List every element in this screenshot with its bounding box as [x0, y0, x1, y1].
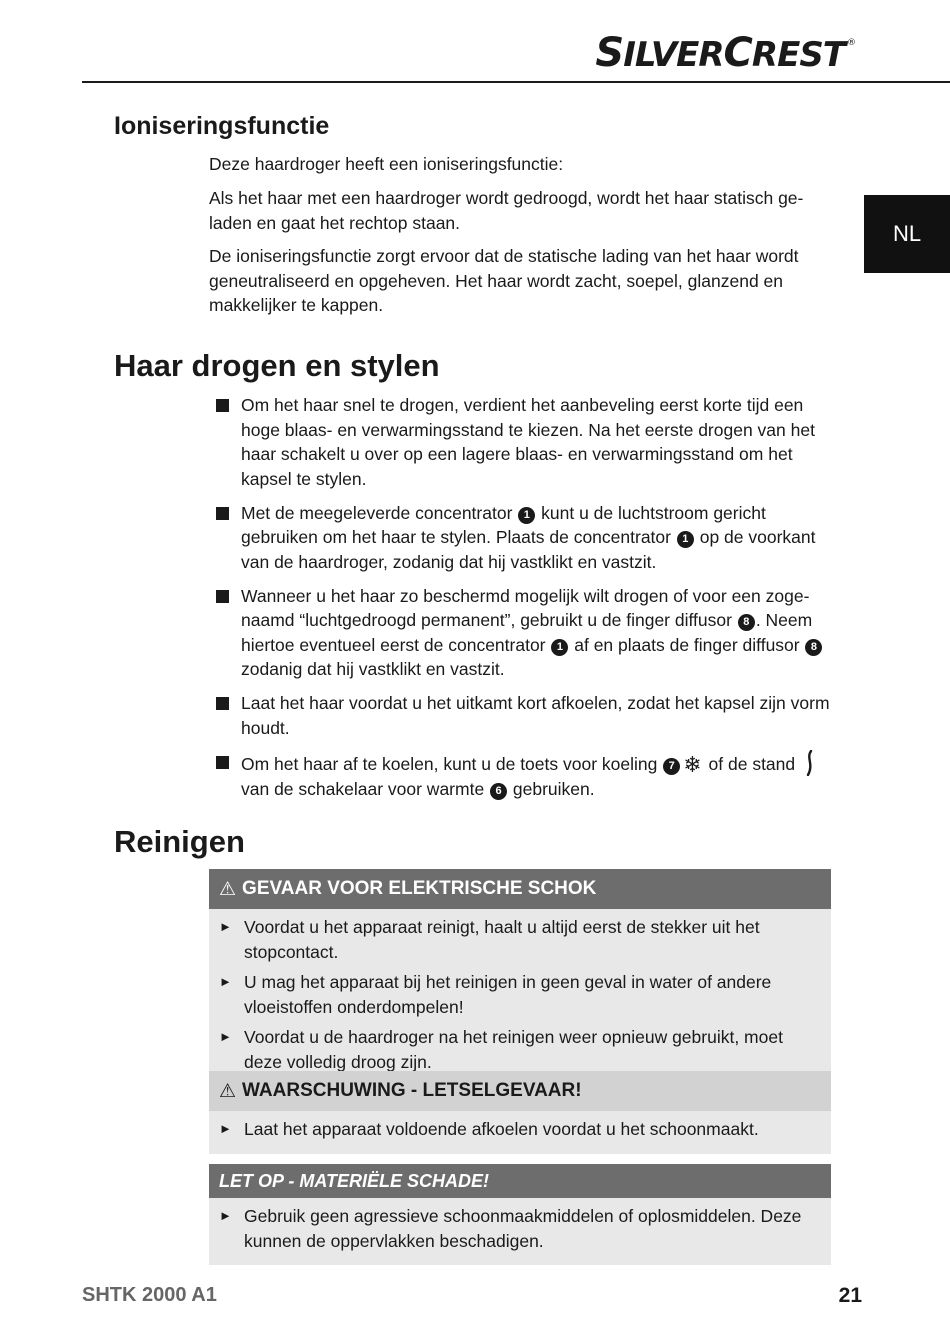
brand-logo: SILVERCREST ®: [595, 30, 855, 76]
language-tab: NL: [864, 195, 950, 273]
footer-model: SHTK 2000 A1: [82, 1284, 217, 1306]
heat-wave-icon: [805, 750, 815, 776]
danger-box: [209, 869, 831, 1086]
part-number-icon: 7: [663, 758, 680, 775]
caution-box: [209, 1164, 831, 1265]
list-item: Wanneer u het haar zo beschermd mogelijk wilt drogen of voor een zoge-naamd “luchtgedroogd permanent”, gebruikt u de finger diffusor 8 . Neem hiertoe eventueel eerst de concentrator 1 af en plaats de finger diffusor 8 zodanig dat hij vastklikt en vastzit.: [214, 584, 834, 682]
header-rule: [82, 81, 950, 83]
list-item: Om het haar snel te drogen, verdient het aanbeveling eerst korte tijd een hoge blaas- en verwarmingsstand te kiezen. Na het eerste drogen van het haar schakelt u over op een lagere blaas- en verwarmingsstand om het kapsel te stylen.: [214, 393, 834, 491]
part-number-icon: 1: [677, 531, 694, 548]
paragraph: Als het haar met een haardroger wordt gedroogd, wordt het haar statisch ge-laden en gaat het rechtop staan.: [209, 188, 804, 233]
part-number-icon: 8: [805, 639, 822, 656]
list-item: ► Voordat u het apparaat reinigt, haalt u altijd eerst de stekker uit het stopcontact.: [219, 917, 760, 962]
arrow-right-icon: ►: [219, 1121, 232, 1136]
part-number-icon: 8: [738, 614, 755, 631]
list-item: Om het haar af te koelen, kunt u de toets voor koeling 7 ❄ of de stand van de schakelaar voor warmte 6 gebruiken.: [214, 750, 834, 802]
drying-list: [214, 393, 834, 811]
bullet-square-icon: [216, 590, 229, 603]
warning-box: [209, 1071, 831, 1154]
bullet-square-icon: [216, 756, 229, 769]
warning-header: ⚠ WAARSCHUWING - LETSELGEVAAR!: [209, 1071, 831, 1111]
list-item: ► U mag het apparaat bij het reinigen in geen geval in water of andere vloeistoffen onderdompelen!: [219, 972, 772, 1017]
list-item: ► Voordat u de haardroger na het reinigen weer opnieuw gebruikt, moet deze volledig droog zijn.: [219, 1027, 783, 1072]
danger-body: [209, 909, 831, 1086]
list-item: ► Laat het apparaat voldoende afkoelen voordat u het schoonmaakt.: [219, 1117, 821, 1142]
part-number-icon: 6: [490, 783, 507, 800]
snowflake-icon: ❄: [683, 751, 702, 777]
section-title-cleaning: Reinigen: [114, 824, 245, 859]
warning-triangle-icon: ⚠: [219, 878, 237, 900]
paragraph: De ioniseringsfunctie zorgt ervoor dat de statische lading van het haar wordt geneutraliseerd en opgeheven. Het haar wordt zacht, soepel, glanzend en makkelijker te kappen.: [209, 246, 799, 315]
part-number-icon: 1: [518, 507, 535, 524]
caution-header: LET OP - MATERIËLE SCHADE!: [209, 1164, 831, 1198]
warning-triangle-icon: ⚠: [219, 1080, 237, 1102]
caution-body: [209, 1198, 831, 1265]
section-title-drying: Haar drogen en stylen: [114, 348, 440, 383]
arrow-right-icon: ►: [219, 974, 232, 989]
arrow-right-icon: ►: [219, 919, 232, 934]
bullet-square-icon: [216, 507, 229, 520]
paragraph: Deze haardroger heeft een ioniseringsfunctie:: [209, 154, 564, 174]
list-item: Met de meegeleverde concentrator 1 kunt u de luchtstroom gericht gebruiken om het haar te stylen. Plaats de concentrator 1 op de voorkant van de haardroger, zodanig dat hij vastklikt en vastzit.: [214, 501, 834, 575]
arrow-right-icon: ►: [219, 1029, 232, 1044]
warning-body: [209, 1111, 831, 1154]
part-number-icon: 1: [551, 639, 568, 656]
list-item: Laat het haar voordat u het uitkamt kort afkoelen, zodat het kapsel zijn vorm houdt.: [214, 691, 834, 740]
bullet-square-icon: [216, 697, 229, 710]
section-title-ionisation: Ioniseringsfunctie: [114, 112, 330, 140]
arrow-right-icon: ►: [219, 1208, 232, 1223]
list-item: ► Gebruik geen agressieve schoonmaakmiddelen of oplosmiddelen. Deze kunnen de oppervlakken beschadigen.: [219, 1206, 802, 1251]
bullet-square-icon: [216, 399, 229, 412]
page-number: 21: [838, 1284, 862, 1307]
danger-header: ⚠ GEVAAR VOOR ELEKTRISCHE SCHOK: [209, 869, 831, 909]
